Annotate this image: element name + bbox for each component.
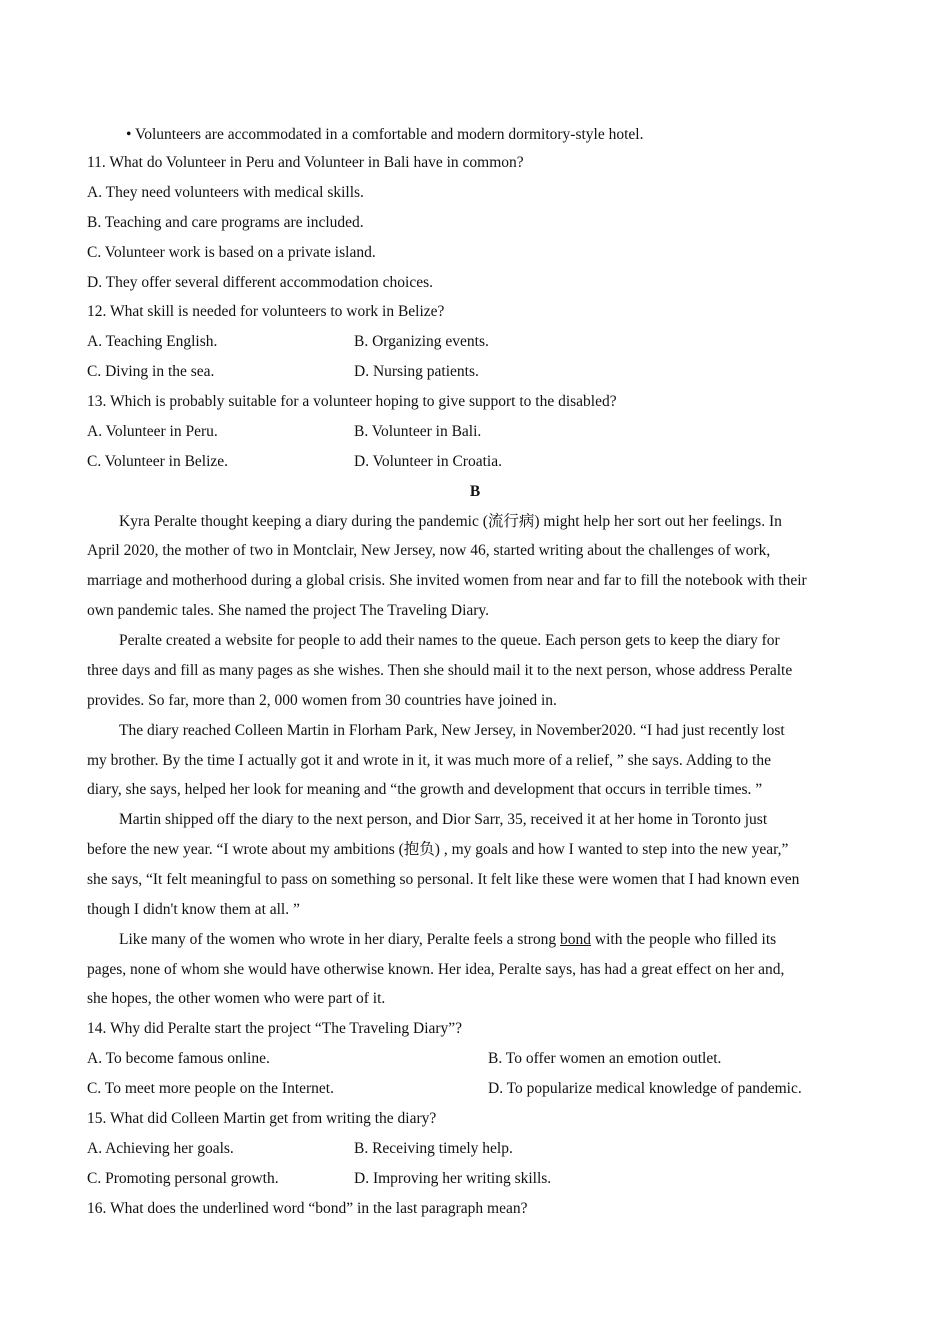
- passage-line: she says, “It felt meaningful to pass on something so personal. It felt like these were women that I had known even: [87, 871, 800, 888]
- passage-line: Kyra Peralte thought keeping a diary during the pandemic (流行病) might help her sort out her feelings. In: [119, 513, 782, 530]
- q13-option-c: C. Volunteer in Belize.: [87, 453, 229, 470]
- q11-option-c: C. Volunteer work is based on a private island.: [87, 244, 376, 261]
- q12-option-c: C. Diving in the sea.: [87, 363, 215, 380]
- q11-option-b: B. Teaching and care programs are included.: [87, 214, 364, 231]
- passage-line: Martin shipped off the diary to the next person, and Dior Sarr, 35, received it at her home in Toronto just: [119, 811, 768, 828]
- bullet-line: • Volunteers are accommodated in a comfortable and modern dormitory-style hotel.: [126, 126, 644, 143]
- q15-option-a: A. Achieving her goals.: [87, 1140, 234, 1157]
- q12-option-a: A. Teaching English.: [87, 333, 218, 350]
- passage-line: she hopes, the other women who were part of it.: [87, 990, 386, 1007]
- q11-option-a: A. They need volunteers with medical skills.: [87, 184, 364, 201]
- q12-option-b: B. Organizing events.: [354, 333, 489, 350]
- passage-text: Like many of the women who wrote in her diary, Peralte feels a strong: [119, 931, 561, 948]
- q14-option-a: A. To become famous online.: [87, 1050, 270, 1067]
- q16-stem: 16. What does the underlined word “bond” in the last paragraph mean?: [87, 1200, 528, 1217]
- q14-stem: 14. Why did Peralte start the project “The Traveling Diary”?: [87, 1020, 463, 1037]
- passage-line: marriage and motherhood during a global crisis. She invited women from near and far to fill the notebook with their: [87, 572, 807, 589]
- passage-text: with the people who filled its: [591, 931, 777, 948]
- passage-line: though I didn't know them at all. ”: [87, 901, 300, 918]
- passage-line: April 2020, the mother of two in Montclair, New Jersey, now 46, started writing about the challenges of work,: [87, 542, 771, 559]
- q13-option-b: B. Volunteer in Bali.: [354, 423, 482, 440]
- passage-line: own pandemic tales. She named the project The Traveling Diary.: [87, 602, 490, 619]
- q11-stem: 11. What do Volunteer in Peru and Volunteer in Bali have in common?: [87, 154, 524, 171]
- q14-option-d: D. To popularize medical knowledge of pandemic.: [488, 1080, 802, 1097]
- q15-option-c: C. Promoting personal growth.: [87, 1170, 279, 1187]
- passage-line: three days and fill as many pages as she wishes. Then she should mail it to the next person, whose address Peralte: [87, 662, 793, 679]
- q14-option-c: C. To meet more people on the Internet.: [87, 1080, 334, 1097]
- passage-line: The diary reached Colleen Martin in Florham Park, New Jersey, in November2020. “I had just recently lost: [119, 722, 785, 739]
- q12-option-d: D. Nursing patients.: [354, 363, 479, 380]
- q12-stem: 12. What skill is needed for volunteers to work in Belize?: [87, 303, 445, 320]
- section-label: B: [469, 483, 481, 500]
- q13-stem: 13. Which is probably suitable for a volunteer hoping to give support to the disabled?: [87, 393, 617, 410]
- passage-line: [119, 930, 776, 950]
- q15-option-b: B. Receiving timely help.: [354, 1140, 513, 1157]
- q13-option-d: D. Volunteer in Croatia.: [354, 453, 502, 470]
- q15-stem: 15. What did Colleen Martin get from writing the diary?: [87, 1110, 437, 1127]
- passage-line: my brother. By the time I actually got it and wrote in it, it was much more of a relief, ” she says. Adding to the: [87, 752, 771, 769]
- q13-option-a: A. Volunteer in Peru.: [87, 423, 218, 440]
- q14-option-b: B. To offer women an emotion outlet.: [488, 1050, 722, 1067]
- passage-line: Peralte created a website for people to add their names to the queue. Each person gets to keep the diary for: [119, 632, 780, 649]
- q15-option-d: D. Improving her writing skills.: [354, 1170, 552, 1187]
- underlined-word-bond: bond: [560, 931, 592, 948]
- q11-option-d: D. They offer several different accommodation choices.: [87, 274, 434, 291]
- passage-line: diary, she says, helped her look for meaning and “the growth and development that occurs in terrible times. ”: [87, 781, 763, 798]
- passage-line: pages, none of whom she would have otherwise known. Her idea, Peralte says, has had a great effect on her and,: [87, 961, 785, 978]
- passage-line: provides. So far, more than 2, 000 women from 30 countries have joined in.: [87, 692, 557, 709]
- passage-line: before the new year. “I wrote about my ambitions (抱负) , my goals and how I wanted to step into the new year,”: [87, 841, 789, 858]
